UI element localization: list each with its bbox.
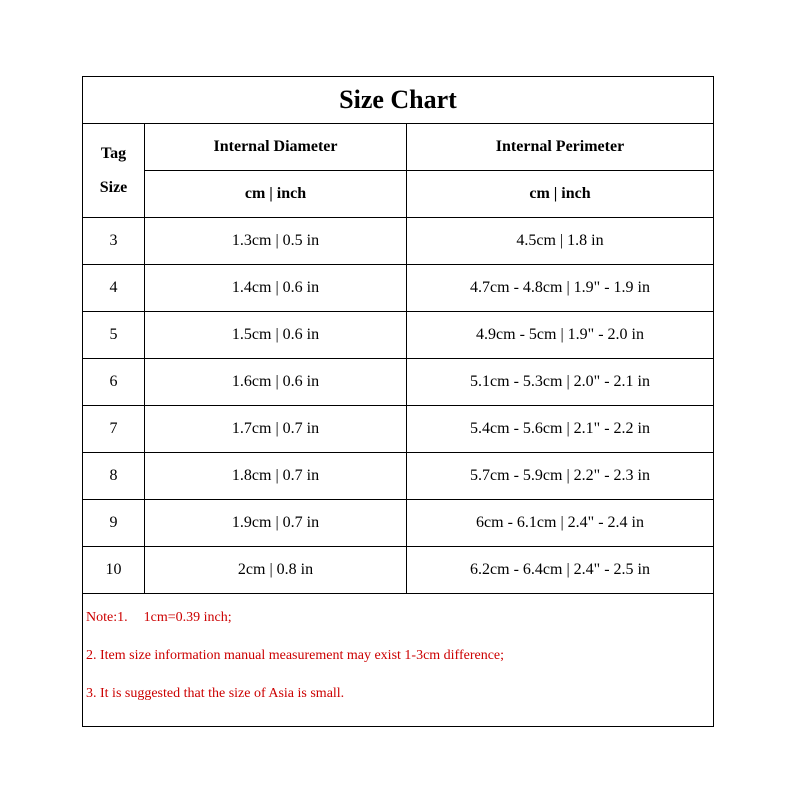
size-chart bbox=[82, 76, 714, 727]
perimeter-units-header: cm | inch bbox=[407, 171, 713, 218]
tag-cell: 5 bbox=[83, 312, 145, 359]
size-table bbox=[83, 124, 713, 594]
tag-cell: 6 bbox=[83, 359, 145, 406]
note-line-3: 3. It is suggested that the size of Asia is small. bbox=[86, 686, 345, 701]
diameter-cell: 1.3cm | 0.5 in bbox=[145, 218, 407, 265]
internal-diameter-header: Internal Diameter bbox=[145, 124, 407, 171]
diameter-units-header: cm | inch bbox=[145, 171, 407, 218]
note-line-2: 2. Item size information manual measurement may exist 1-3cm difference; bbox=[86, 648, 505, 663]
diameter-cell: 1.6cm | 0.6 in bbox=[145, 359, 407, 406]
tag-header-line2: Size bbox=[99, 178, 128, 196]
tag-cell: 3 bbox=[83, 218, 145, 265]
diameter-cell: 1.8cm | 0.7 in bbox=[145, 453, 407, 500]
diameter-cell: 1.5cm | 0.6 in bbox=[145, 312, 407, 359]
diameter-cell: 2cm | 0.8 in bbox=[145, 547, 407, 594]
tag-cell: 9 bbox=[83, 500, 145, 547]
tag-cell: 10 bbox=[83, 547, 145, 594]
perimeter-cell: 5.7cm - 5.9cm | 2.2" - 2.3 in bbox=[407, 453, 713, 500]
chart-title: Size Chart bbox=[83, 77, 713, 124]
tag-cell: 7 bbox=[83, 406, 145, 453]
tag-cell: 8 bbox=[83, 453, 145, 500]
perimeter-cell: 6.2cm - 6.4cm | 2.4" - 2.5 in bbox=[407, 547, 713, 594]
diameter-cell: 1.4cm | 0.6 in bbox=[145, 265, 407, 312]
perimeter-cell: 4.9cm - 5cm | 1.9" - 2.0 in bbox=[407, 312, 713, 359]
diameter-cell: 1.7cm | 0.7 in bbox=[145, 406, 407, 453]
tag-cell: 4 bbox=[83, 265, 145, 312]
tag-size-header bbox=[83, 124, 145, 218]
perimeter-cell: 4.5cm | 1.8 in bbox=[407, 218, 713, 265]
diameter-cell: 1.9cm | 0.7 in bbox=[145, 500, 407, 547]
note-1-prefix: Note:1. bbox=[86, 610, 128, 625]
note-line-1 bbox=[86, 608, 713, 627]
notes-section bbox=[83, 594, 713, 703]
perimeter-cell: 6cm - 6.1cm | 2.4" - 2.4 in bbox=[407, 500, 713, 547]
internal-perimeter-header: Internal Perimeter bbox=[407, 124, 713, 171]
note-1-text: 1cm=0.39 inch; bbox=[143, 610, 232, 625]
perimeter-cell: 5.1cm - 5.3cm | 2.0" - 2.1 in bbox=[407, 359, 713, 406]
perimeter-cell: 5.4cm - 5.6cm | 2.1" - 2.2 in bbox=[407, 406, 713, 453]
perimeter-cell: 4.7cm - 4.8cm | 1.9" - 1.9 in bbox=[407, 265, 713, 312]
tag-header-line1: Tag bbox=[100, 144, 127, 162]
